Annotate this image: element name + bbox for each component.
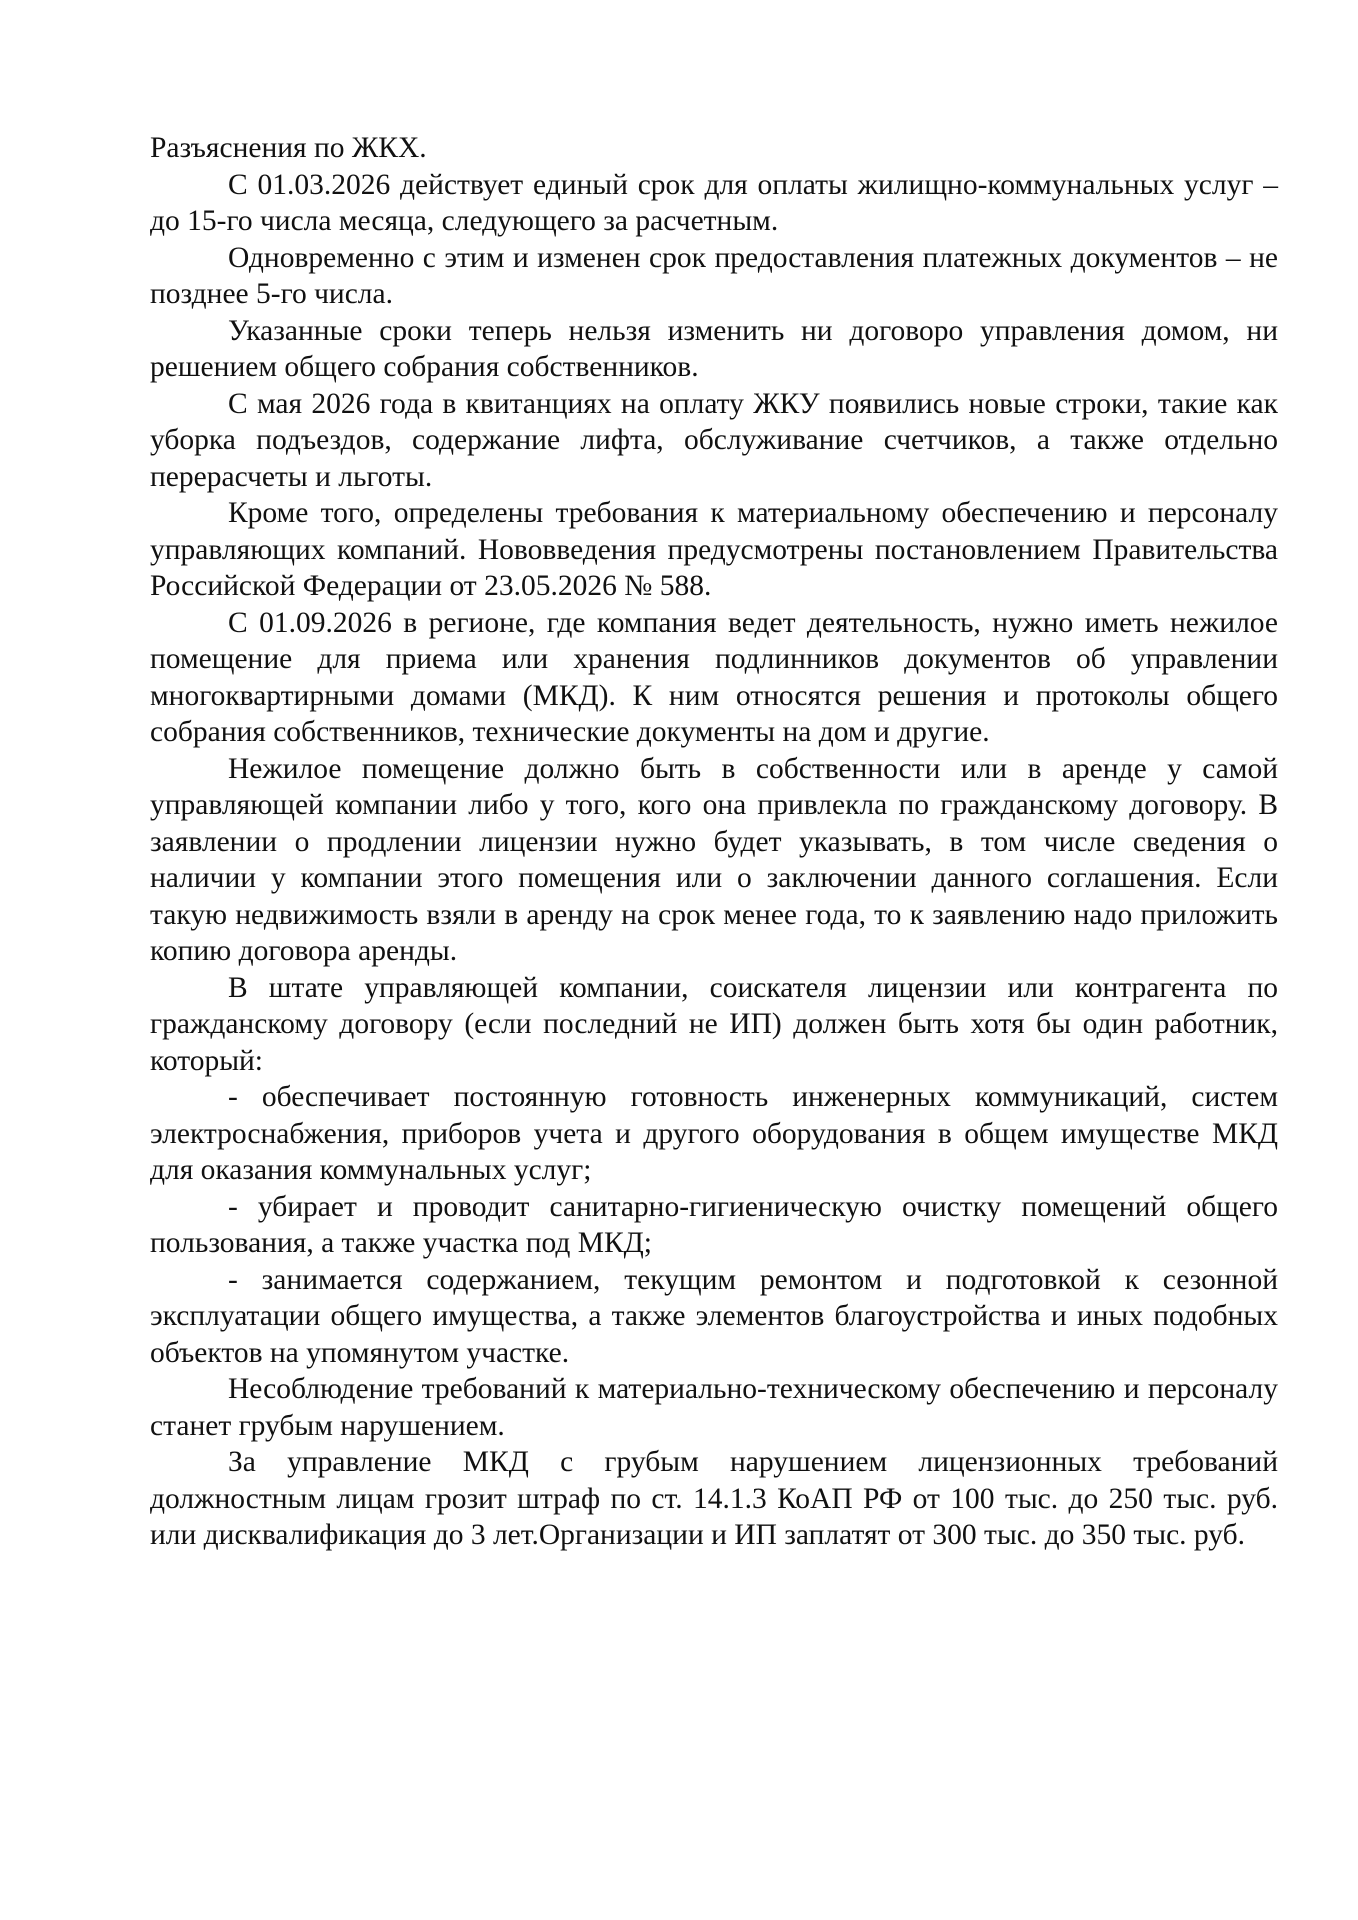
paragraph-premises-ownership: Нежилое помещение должно быть в собственности или в аренде у самой управляющей компании либо у того, кого она привлекла по гражданскому договору. В заявлении о продлении лицензии нужно будет указывать, в том числе сведения о наличии у компании этого помещения или о заключении данного соглашения. Если такую недвижимость взяли в аренду на срок менее года, то к заявлению надо приложить копию договора аренды. — [150, 752, 1278, 967]
document-body — [150, 130, 1278, 1554]
list-item-engineering: - обеспечивает постоянную готовность инженерных коммуникаций, систем электроснабжения, приборов учета и другого оборудования в общем имуществе МКД для оказания коммунальных услуг; — [150, 1081, 1278, 1186]
paragraph-payment-deadline: С 01.03.2026 действует единый срок для оплаты жилищно-коммунальных услуг – до 15-го числа месяца, следующего за расчетным. — [150, 168, 1278, 237]
paragraph-penalties: За управление МКД с грубым нарушением лицензионных требований должностным лицам грозит штраф по ст. 14.1.3 КоАП РФ от 100 тыс. до 250 тыс. руб. или дисквалификация до 3 лет.Организации и ИП заплатят от 300 тыс. до 350 тыс. руб. — [150, 1446, 1278, 1551]
document-title: Разъяснения по ЖКХ. — [150, 132, 427, 164]
paragraph-violation: Несоблюдение требований к материально-техническому обеспечению и персоналу станет грубым нарушением. — [150, 1373, 1278, 1442]
paragraph-deadlines-fixed: Указанные сроки теперь нельзя изменить ни договоро управления домом, ни решением общего собрания собственников. — [150, 314, 1278, 383]
paragraph-requirements: Кроме того, определены требования к материальному обеспечению и персоналу управляющих компаний. Нововведения предусмотрены постановлением Правительства Российской Федерации от 23.05.2026 № 588. — [150, 497, 1278, 602]
paragraph-premises: С 01.09.2026 в регионе, где компания ведет деятельность, нужно иметь нежилое помещение для приема или хранения подлинников документов об управлении многоквартирными домами (МКД). К ним относятся решения и протоколы общего собрания собственников, технические документы на дом и другие. — [150, 606, 1278, 748]
paragraph-receipt-lines: С мая 2026 года в квитанциях на оплату ЖКУ появились новые строки, такие как уборка подъездов, содержание лифта, обслуживание счетчиков, а также отдельно перерасчеты и льготы. — [150, 387, 1278, 493]
list-item-cleaning: - убирает и проводит санитарно-гигиеническую очистку помещений общего пользования, а также участка под МКД; — [150, 1190, 1278, 1259]
paragraph-billing-documents: Одновременно с этим и изменен срок предоставления платежных документов – не позднее 5-го числа. — [150, 241, 1278, 310]
list-item-maintenance: - занимается содержанием, текущим ремонтом и подготовкой к сезонной эксплуатации общего имущества, а также элементов благоустройства и иных подобных объектов на упомянутом участке. — [150, 1263, 1278, 1369]
paragraph-staff: В штате управляющей компании, соискателя лицензии или контрагента по гражданскому договору (если последний не ИП) должен быть хотя бы один работник, который: — [150, 971, 1278, 1077]
